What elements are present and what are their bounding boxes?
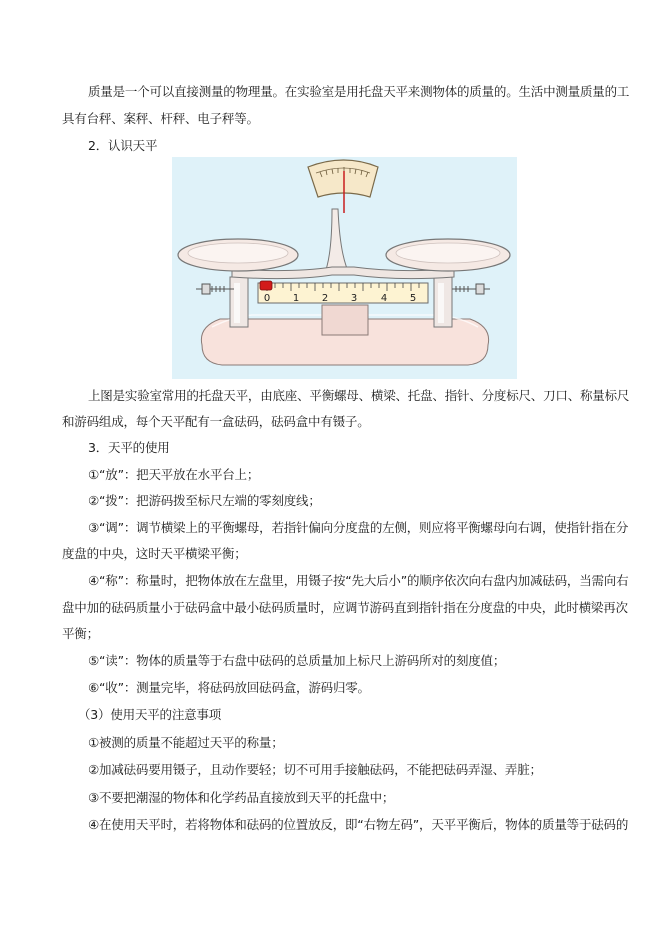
step-adjust-line-1: ③“调”：调节横梁上的平衡螺母，若指针偏向分度盘的左侧，则应将平衡螺母向右调，使指针指在分 [88, 520, 629, 535]
note-3: ③不要把潮湿的物体和化学药品直接放到天平的托盘中； [88, 790, 395, 805]
step-move-rider: ②“拨”：把游码拨至标尺左端的零刻度线； [88, 493, 321, 508]
division-dial [308, 160, 378, 197]
balance-platform [322, 305, 368, 335]
right-balance-nut [452, 284, 490, 294]
scale-number-0: 0 [263, 293, 271, 304]
step-put-away: ⑥“收”：测量完毕，将砝码放回砝码盒，游码归零。 [88, 680, 370, 695]
scale-number-2: 2 [321, 293, 329, 304]
central-column [324, 209, 350, 275]
left-balance-nut [196, 284, 234, 294]
scale-number-3: 3 [350, 293, 358, 304]
rider-weight [260, 281, 272, 290]
section-3-heading: 3．天平的使用 [88, 440, 170, 455]
scale-number-1: 1 [292, 293, 300, 304]
step-read: ⑤“读”：物体的质量等于右盘中砝码的总质量加上标尺上游码所对的刻度值； [88, 653, 506, 668]
intro-paragraph-line-2: 具有台秤、案秤、杆秤、电子秤等。 [62, 111, 259, 126]
balance-drawing [172, 157, 517, 379]
note-4: ④在使用天平时，若将物体和砝码的位置放反，即“右物左码”，天平平衡后，物体的质量等于砝码的 [88, 817, 629, 832]
note-1: ①被测的质量不能超过天平的称量； [88, 735, 284, 750]
step-weigh-line-1: ④“称”：称量时，把物体放在左盘里，用镊子按“先大后小”的顺序依次向右盘内加减砝码，当需向右 [88, 573, 629, 588]
intro-paragraph-line-1: 质量是一个可以直接测量的物理量。在实验室是用托盘天平来测物体的质量的。生活中测量质量的工 [88, 84, 630, 99]
step-adjust-line-2: 度盘的中央，这时天平横梁平衡； [62, 546, 247, 561]
note-2: ②加减砝码要用镊子，且动作要轻；切不可用手接触砝码，不能把砝码弄湿、弄脏； [88, 762, 542, 777]
notes-heading: （3）使用天平的注意事项 [78, 707, 222, 722]
scale-number-5: 5 [409, 293, 417, 304]
step-weigh-line-2: 盘中加的砝码质量小于砝码盒中最小砝码质量时，应调节游码直到指针指在分度盘的中央，此时横梁再次 [62, 600, 628, 615]
weighing-scale-ruler [258, 283, 428, 303]
figure-description-line-2: 和游码组成，每个天平配有一盒砝码，砝码盒中有镊子。 [62, 414, 370, 429]
step-weigh-line-3: 平衡； [62, 626, 99, 641]
section-2-heading: 2．认识天平 [88, 138, 158, 153]
balance-illustration [172, 157, 517, 379]
step-place: ①“放”：把天平放在水平台上； [88, 467, 260, 482]
scale-number-4: 4 [380, 293, 388, 304]
figure-description-line-1: 上图是实验室常用的托盘天平，由底座、平衡螺母、横梁、托盘、指针、分度标尺、刀口、称量标尺 [88, 388, 630, 403]
